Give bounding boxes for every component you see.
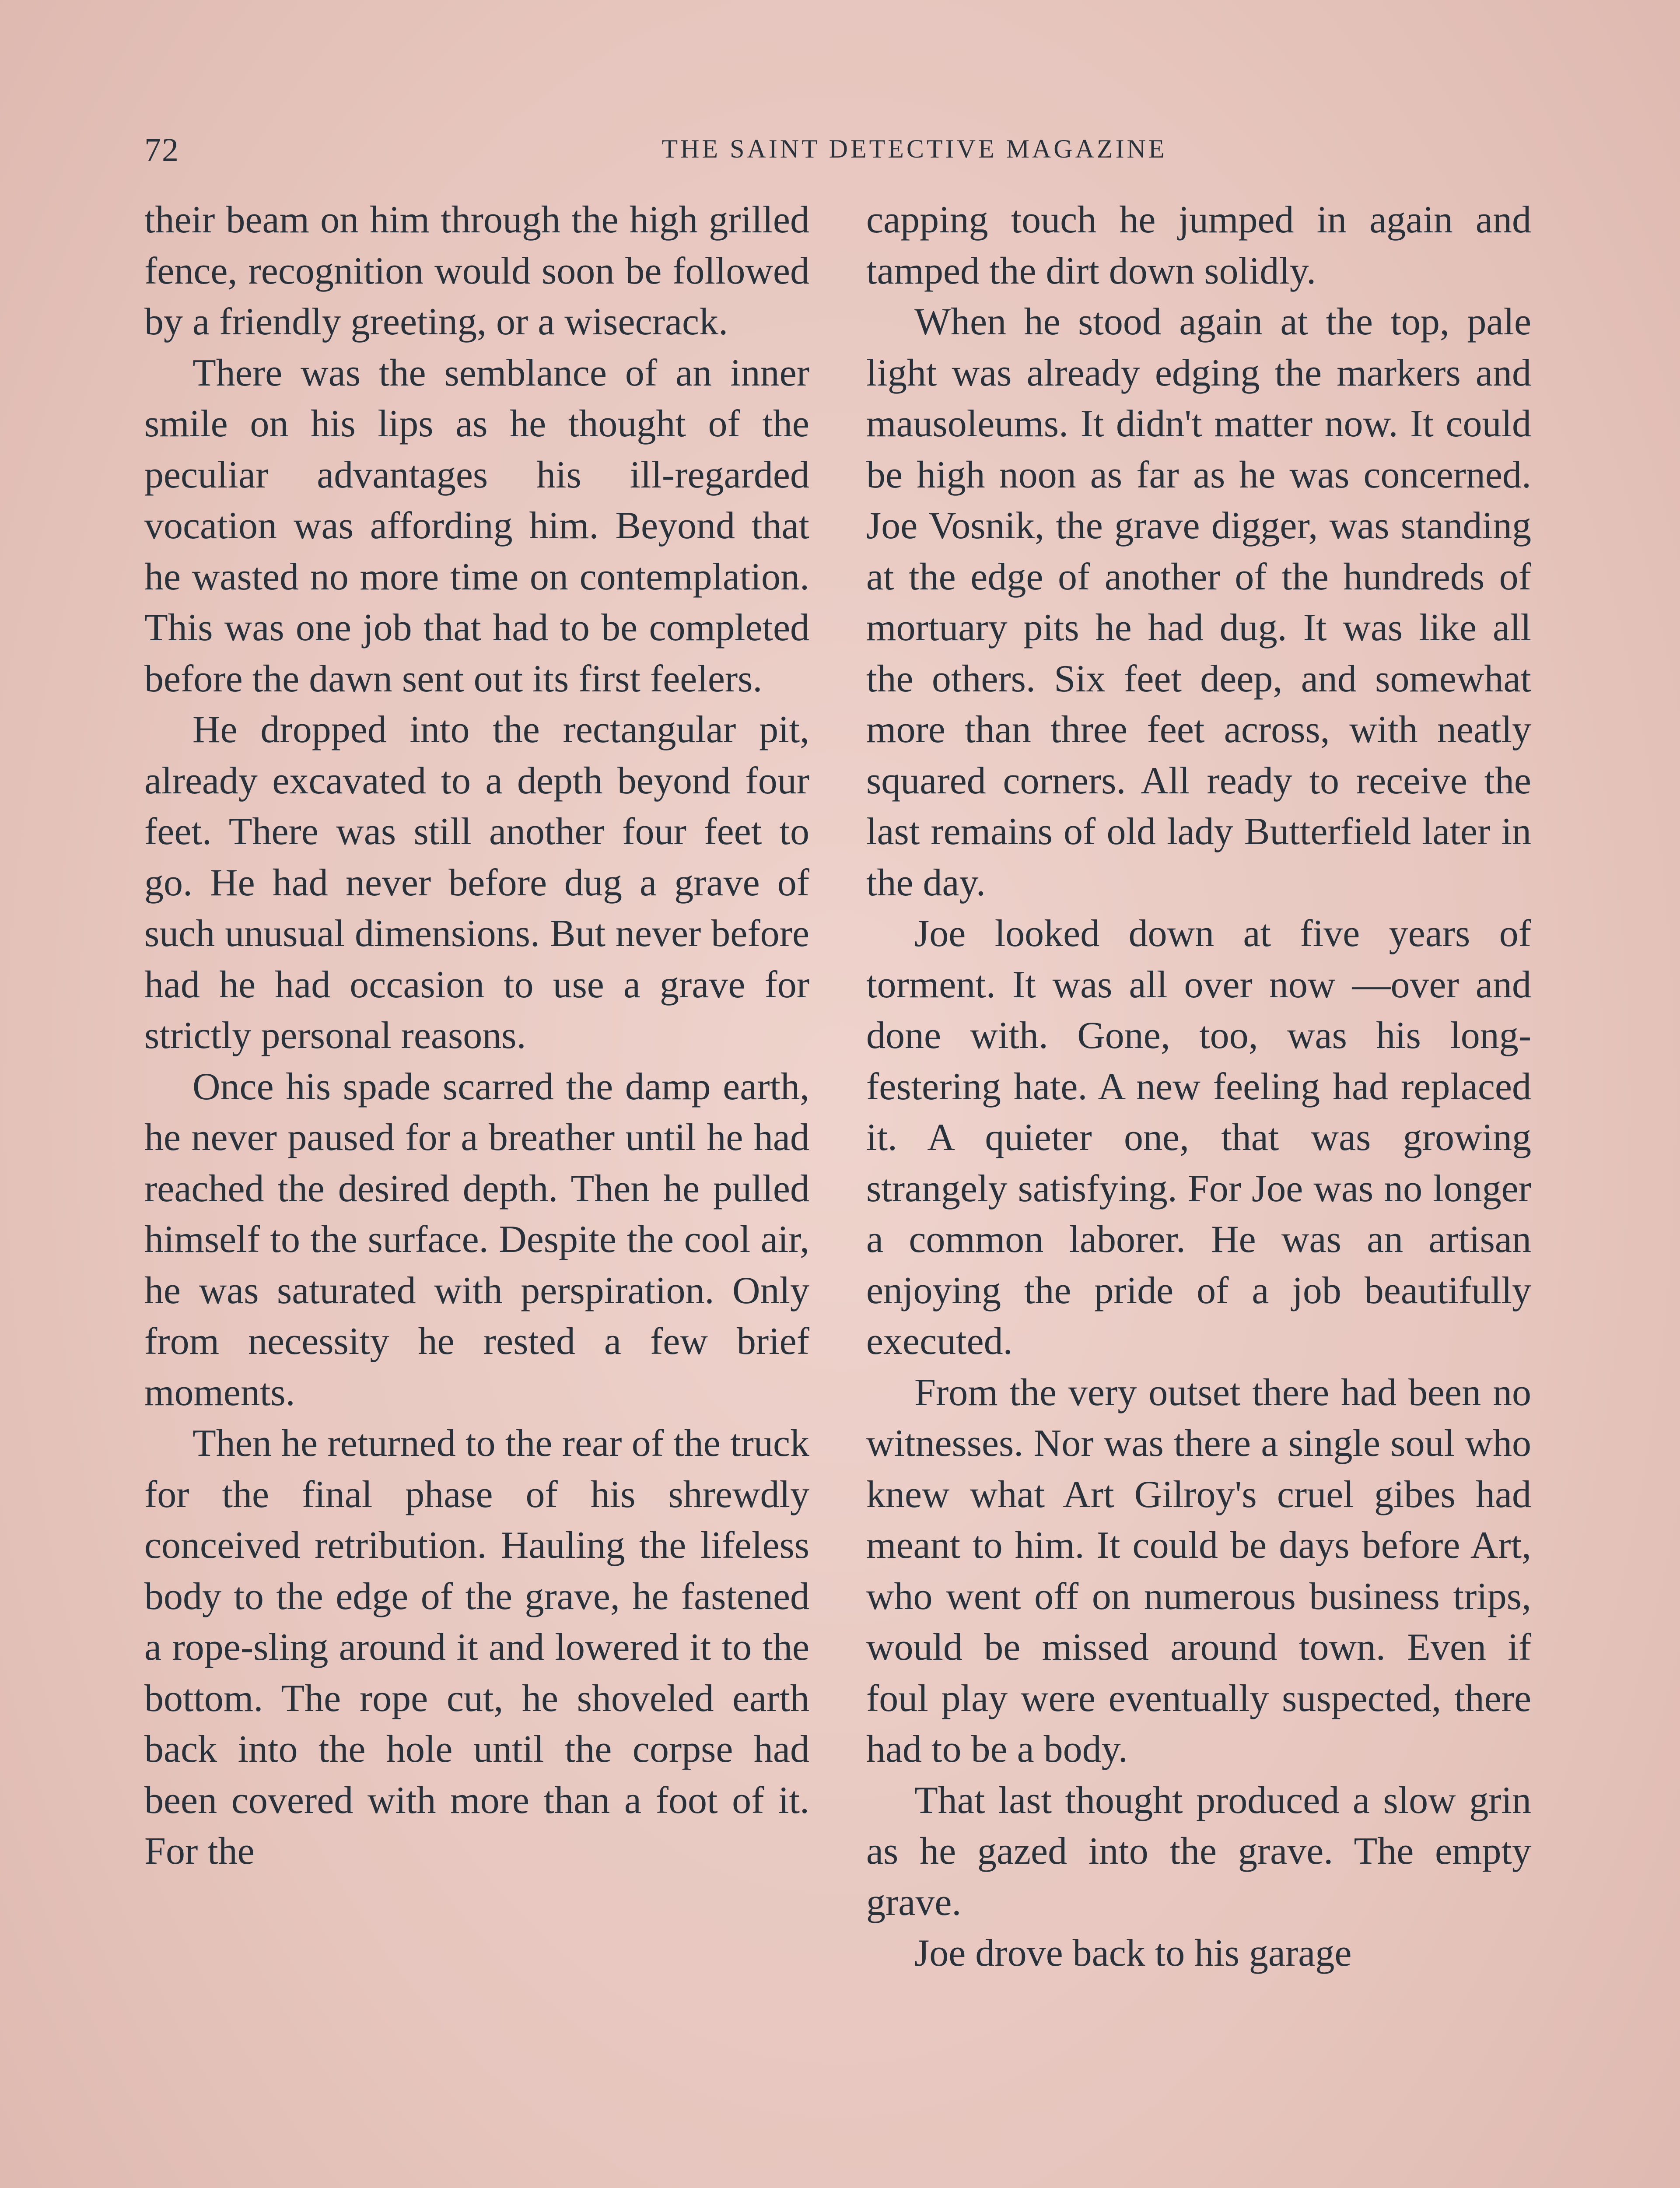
paragraph: Joe drove back to his garage (914, 1932, 1352, 1974)
paragraph: capping touch he jumped in again and tamped the dirt down solidly. (866, 199, 1531, 292)
running-head: THE SAINT DETECTIVE MAGAZINE (662, 134, 1167, 163)
paragraph: From the very outset there had been no witnesses. Nor was there a single soul who knew what Art Gilroy's cruel gibes had meant to him. It could be days before Art, who went off on numerous business trips, would be missed around town. Even if foul play were eventually suspected, there had to be a body. (866, 1371, 1531, 1771)
paragraph: their beam on him through the high grilled fence, recognition would soon be followed by a friendly greeting, or a wisecrack. (144, 199, 809, 343)
paragraph: When he stood again at the top, pale light was already edging the markers and mausoleums. It didn't matter now. It could be high noon as far as he was concerned. Joe Vosnik, the grave digger, was standing at the edge of another of the hundreds of mortuary pits he had dug. It was like all the others. Six feet deep, and somewhat more than three feet across, with neatly squared corners. All ready to receive the last remains of old lady Butterfield later in the day. (866, 301, 1531, 904)
paragraph: That last thought produced a slow grin as he gazed into the grave. The empty grave. (866, 1779, 1531, 1924)
paragraph: Once his spade scarred the damp earth, he never paused for a breather until he had reached the desired depth. Then he pulled himself to the surface. Despite the cool air, he was saturated with perspiration. Only from necessity he rested a few brief moments. (144, 1065, 809, 1414)
right-column (866, 195, 1531, 2188)
page-number: 72 (144, 132, 179, 168)
left-column (144, 195, 809, 2188)
paragraph: There was the semblance of an inner smile on his lips as he thought of the peculiar advantages his ill-regarded vocation was affording him. Beyond that he wasted no more time on contemplation. This was one job that had to be completed before the dawn sent out its first feelers. (144, 351, 809, 700)
paragraph: He dropped into the rectangular pit, already excavated to a depth beyond four feet. There was still another four feet to go. He had never before dug a grave of such unusual dimensions. But never before had he had occasion to use a grave for strictly personal reasons. (144, 708, 809, 1057)
paragraph: Then he returned to the rear of the truck for the final phase of his shrewdly conceived retribution. Hauling the lifeless body to the edge of the grave, he fastened a rope-sling around it and lowered it to the bottom. The rope cut, he shoveled earth back into the hole until the corpse had been covered with more than a foot of it. For the (144, 1422, 809, 1872)
paragraph: Joe looked down at five years of torment. It was all over now —over and done with. Gone, too, was his long-festering hate. A new feeling had replaced it. A quieter one, that was growing strangely satisfying. For Joe was no longer a common laborer. He was an artisan enjoying the pride of a job beautifully executed. (866, 912, 1531, 1363)
page-header (144, 131, 1536, 179)
